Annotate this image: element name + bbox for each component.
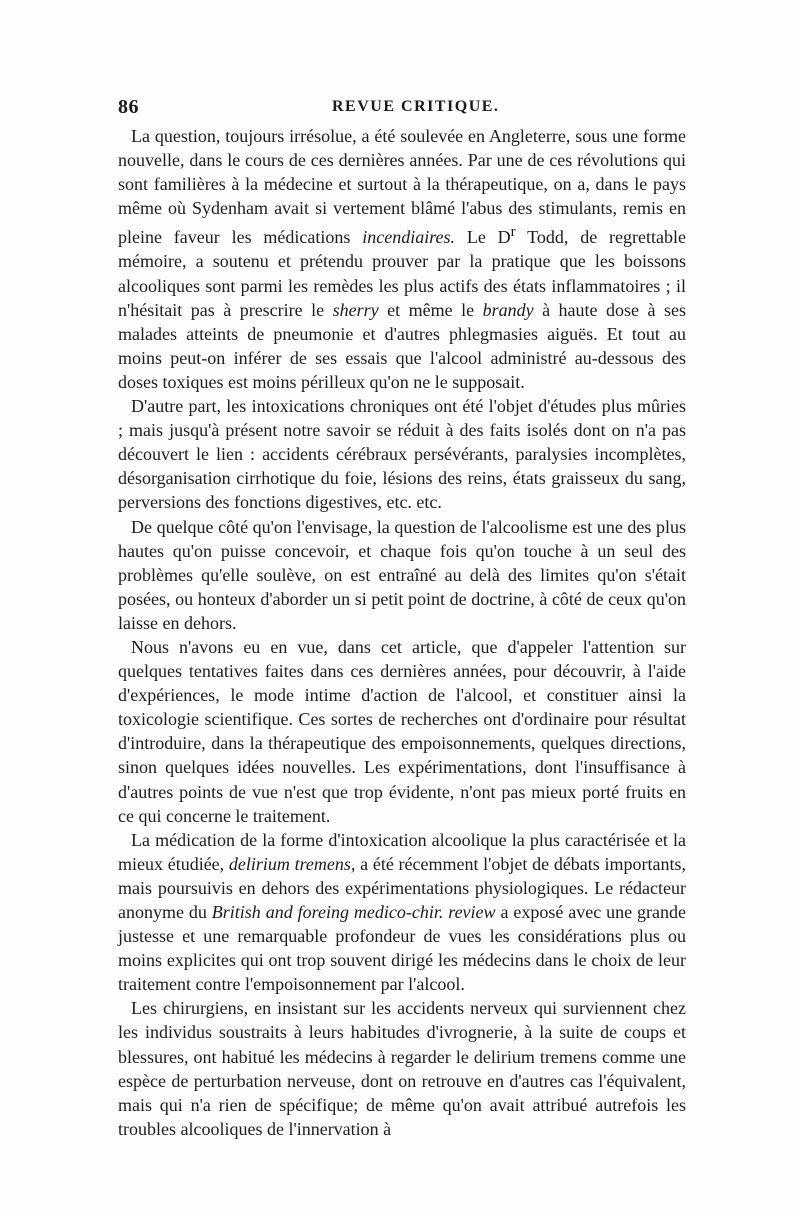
paragraph-1 bbox=[118, 124, 686, 394]
page-header bbox=[118, 96, 686, 118]
running-title: REVUE CRITIQUE. bbox=[332, 98, 500, 115]
paragraph-3: De quelque côté qu'on l'envisage, la question de l'alcoolisme est une des plus hautes qu'on puisse concevoir, et chaque fois qu'on touche à un seul des problèmes qu'elle soulève, on est entraîné au delà des limites qu'on s'était posées, ou honteux d'aborder un si petit point de doctrine, à côté de ceux qu'on laisse en dehors. bbox=[118, 516, 686, 633]
paragraph-5-italic-journal: British and foreing medico-chir. review bbox=[211, 902, 496, 922]
paragraph-4: Nous n'avons eu en vue, dans cet article, que d'appeler l'attention sur quelques tentatives faites dans ces dernières années, pour découvrir, à l'aide d'expériences, le mode intime d'action de l'alcool, et constituer ainsi la toxicologie scientifique. Ces sortes de recherches ont d'ordinaire pour résultat d'introduire, dans la thérapeutique des empoisonnements, quelques directions, sinon quelques idées nouvelles. Les expérimentations, dont l'insuffisance à d'autres points de vue n'est que trop évidente, n'ont pas mieux porté fruits en ce qui concerne le traitement. bbox=[118, 636, 686, 826]
body-text bbox=[118, 124, 686, 1141]
paragraph-5 bbox=[118, 828, 686, 997]
page-number: 86 bbox=[118, 96, 139, 118]
paragraph-5-text-3: a exposé avec une grande justesse et une remarquable profondeur de vues les considérations plus ou moins explicites qui ont trop souvent dirigé les médecins dans le choix de leur traitement contre l'empoisonnement par l'alcool. bbox=[118, 902, 687, 995]
paragraph-2: D'autre part, les intoxications chroniques ont été l'objet d'études plus mûries ; mais jusqu'à présent notre savoir se réduit à des faits isolés dont on n'a pas découvert le lien : accidents cérébraux persévérants, paralysies incomplètes, désorganisation cirrhotique du foie, lésions des reins, états graisseux du sang, perversions des fonctions digestives, etc. etc. bbox=[118, 396, 686, 513]
paragraph-1-text-2: Le D bbox=[455, 227, 511, 248]
paragraph-1-text-3: Todd, de regrettable mémoire, a soutenu et prétendu prouver par la pratique que les boissons alcooliques sont parmi les remèdes les plus actifs des états inflammatoires ; il n'hésitait pas à prescrire le bbox=[118, 227, 686, 320]
paragraph-1-text-4: et même le bbox=[378, 299, 483, 320]
paragraph-5-text-2: a été récemment l'objet de débats importants, mais poursuivis en dehors des expérimentations physiologiques. Le rédacteur anonyme du bbox=[118, 853, 687, 922]
paragraph-1-text-5: à haute dose à ses malades atteints de pneumonie et d'autres phlegmasies aiguës. Et tout au moins peut-on inférer de ses essais que l'alcool administré au-dessous des doses toxiques est moins périlleux qu'on ne le supposait. bbox=[118, 299, 686, 392]
paragraph-1-text-1: La question, toujours irrésolue, a été soulevée en Angleterre, sous une forme nouvelle, dans le cours de ces dernières années. Par une de ces révolutions qui sont familières à la médecine et surtout à la thérapeutique, on a, dans le pays même où Sydenham avait si vertement blâmé l'abus des stimulants, remis en pleine faveur les médications bbox=[118, 126, 686, 248]
paragraph-1-italic-sherry: sherry bbox=[332, 299, 379, 320]
paragraph-1-superscript: r bbox=[510, 224, 516, 241]
paragraph-5-italic-delirium: delirium tremens, bbox=[228, 853, 356, 874]
paragraph-1-italic-brandy: brandy bbox=[482, 299, 534, 320]
paragraph-1-italic-incendiaires: incendiaires. bbox=[362, 227, 456, 248]
paragraph-6: Les chirurgiens, en insistant sur les accidents nerveux qui surviennent chez les individus soustraits à leurs habitudes d'ivrognerie, à la suite de coups et blessures, ont habitué les médecins à regarder le delirium tremens comme une espèce de perturbation nerveuse, dont on retrouve en d'autres cas l'équivalent, mais qui n'a rien de spécifique; de même qu'on avait attribué autrefois les troubles alcooliques de l'innervation à bbox=[118, 998, 686, 1139]
paragraph-5-text-1: La médication de la forme d'intoxication alcoolique la plus caractérisée et la mieux étudiée, bbox=[118, 829, 686, 874]
